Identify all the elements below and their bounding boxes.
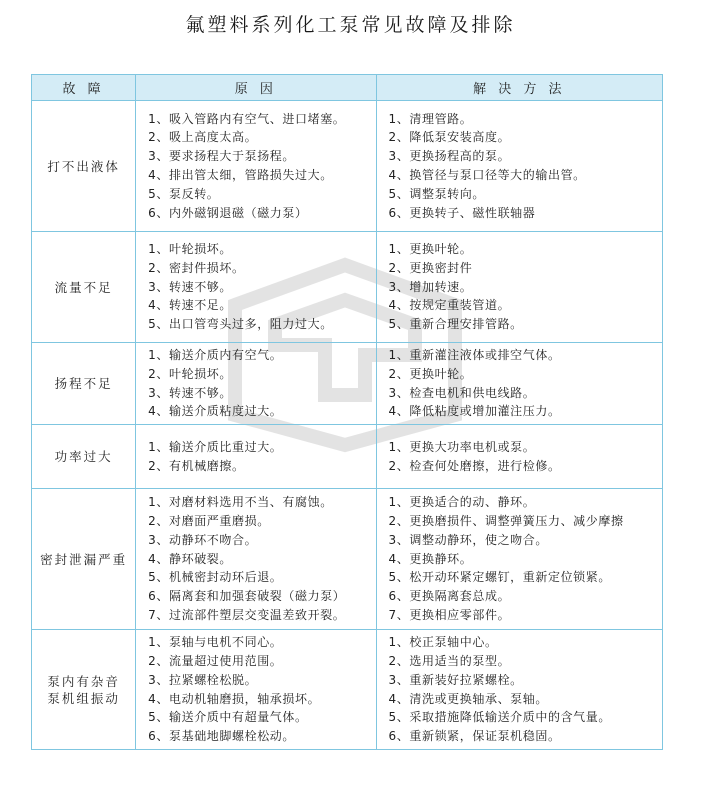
cause-item: 1、输送介质比重过大。 (148, 439, 283, 454)
fix-item: 3、重新装好拉紧螺栓。 (388, 672, 523, 687)
cause-item: 1、吸入管路内有空气、进口堵塞。 (148, 111, 346, 126)
fix-list (389, 493, 662, 625)
cause-list (148, 240, 375, 334)
cause-item: 2、叶轮损坏。 (148, 366, 232, 381)
fault-name-line: 泵机组振动 (47, 690, 120, 706)
fix-item: 7、更换相应零部件。 (388, 607, 511, 622)
fix-list (389, 346, 662, 421)
fault-table (31, 74, 663, 750)
cause-item: 5、输送介质中有超量气体。 (148, 710, 308, 725)
fault-name-line: 打不出液体 (47, 158, 120, 174)
fix-item: 2、更换叶轮。 (388, 366, 473, 381)
cause-item: 5、泵反转。 (148, 186, 220, 201)
fix-item: 1、更换大功率电机或泵。 (388, 439, 536, 454)
cause-list (148, 438, 375, 476)
fix-cell (376, 232, 662, 343)
fix-cell (376, 630, 662, 750)
cause-item: 5、出口管弯头过多，阻力过大。 (148, 317, 333, 332)
cause-item: 1、泵轴与电机不同心。 (148, 635, 283, 650)
fault-name-line: 功率过大 (54, 449, 113, 464)
cause-item: 4、排出管太细，管路损失过大。 (148, 168, 333, 182)
fix-item: 3、增加转速。 (388, 279, 473, 294)
cause-item: 2、有机械磨擦。 (148, 458, 245, 473)
fix-item: 1、更换叶轮。 (388, 242, 473, 256)
cause-list (148, 493, 375, 625)
cause-item: 2、吸上高度太高。 (148, 130, 258, 145)
table-body (32, 101, 663, 750)
cause-cell (136, 489, 376, 630)
fix-list (389, 240, 662, 334)
cause-item: 2、对磨面严重磨损。 (148, 514, 270, 528)
fix-list (389, 438, 662, 476)
fix-list (389, 633, 662, 746)
header-fix: 解 决 方 法 (376, 75, 662, 101)
fix-item: 3、调整动静环，使之吻合。 (388, 532, 548, 547)
fix-item: 1、更换适合的动、静环。 (388, 495, 536, 510)
fix-item: 1、重新灌注液体或排空气体。 (388, 347, 561, 362)
cause-cell (136, 101, 376, 232)
cause-item: 1、叶轮损坏。 (148, 242, 232, 256)
fix-cell (376, 343, 662, 425)
fix-item: 6、重新锁紧，保证泵机稳固。 (388, 729, 561, 744)
fix-item: 4、更换静环。 (388, 551, 473, 566)
cause-cell (136, 343, 376, 425)
fix-item: 2、选用适当的泵型。 (388, 653, 511, 668)
cause-item: 6、泵基础地脚螺栓松动。 (148, 729, 295, 744)
fix-item: 2、检查何处磨擦，进行检修。 (388, 458, 561, 473)
cause-item: 3、要求扬程大于泵扬程。 (148, 149, 295, 164)
table-header-row (32, 75, 663, 101)
fix-item: 5、松开动环紧定螺钉，重新定位锁紧。 (388, 570, 611, 585)
cause-item: 3、转速不够。 (148, 279, 232, 294)
table-row (32, 343, 663, 425)
header-cause: 原 因 (136, 75, 376, 101)
cause-item: 4、静环破裂。 (148, 551, 232, 566)
fault-name (32, 101, 136, 232)
cause-cell (136, 425, 376, 489)
fix-item: 2、更换磨损件、调整弹簧压力、减少摩擦 (388, 514, 624, 528)
fault-name (32, 489, 136, 630)
fix-item: 5、调整泵转向。 (388, 186, 485, 201)
fault-name (32, 232, 136, 343)
fix-item: 4、换管径与泵口径等大的输出管。 (388, 168, 586, 182)
table-row (32, 425, 663, 489)
fix-item: 4、按规定重装管道。 (388, 298, 511, 313)
fix-item: 5、采取措施降低输送介质中的含气量。 (388, 710, 611, 725)
cause-item: 4、输送介质粘度过大。 (148, 404, 283, 419)
cause-item: 5、机械密封动环后退。 (148, 570, 283, 585)
fix-item: 4、降低粘度或增加灌注压力。 (388, 404, 561, 419)
fault-name (32, 425, 136, 489)
cause-item: 3、动静环不吻合。 (148, 532, 258, 547)
cause-item: 3、拉紧螺栓松脱。 (148, 672, 258, 687)
fix-item: 1、校正泵轴中心。 (388, 635, 498, 650)
fix-item: 2、降低泵安装高度。 (388, 130, 511, 145)
cause-item: 2、密封件损坏。 (148, 260, 245, 275)
fault-name-line: 扬程不足 (54, 376, 113, 391)
fix-item: 1、清理管路。 (388, 111, 473, 126)
table-row (32, 101, 663, 232)
fix-item: 4、清洗或更换轴承、泵轴。 (388, 691, 548, 706)
cause-item: 6、内外磁钢退磁（磁力泵） (148, 205, 308, 220)
cause-list (148, 110, 375, 223)
table-row (32, 489, 663, 630)
fix-item: 3、更换扬程高的泵。 (388, 149, 511, 164)
page-title: 氟塑料系列化工泵常见故障及排除 (185, 14, 516, 36)
table-row (32, 630, 663, 750)
cause-item: 4、电动机轴磨损，轴承损坏。 (148, 691, 321, 706)
table-row (32, 232, 663, 343)
fix-item: 3、检查电机和供电线路。 (388, 385, 536, 400)
fix-item: 5、重新合理安排管路。 (388, 317, 523, 332)
fault-name (32, 343, 136, 425)
cause-cell (136, 630, 376, 750)
fix-cell (376, 425, 662, 489)
cause-item: 7、过流部件塑层交变温差致开裂。 (148, 607, 346, 622)
fix-cell (376, 101, 662, 232)
fix-item: 6、更换隔离套总成。 (388, 589, 511, 604)
fault-name-line: 密封泄漏严重 (40, 551, 128, 567)
fix-cell (376, 489, 662, 630)
cause-item: 2、流量超过使用范围。 (148, 653, 283, 668)
header-fault: 故 障 (32, 75, 136, 101)
cause-item: 1、对磨材料选用不当、有腐蚀。 (148, 495, 333, 510)
cause-item: 3、转速不够。 (148, 385, 232, 400)
fault-name (32, 630, 136, 750)
cause-list (148, 346, 375, 421)
fix-item: 6、更换转子、磁性联轴器 (388, 205, 536, 220)
fix-item: 2、更换密封件 (388, 260, 473, 275)
cause-cell (136, 232, 376, 343)
fault-name-line: 泵内有杂音 (47, 673, 120, 689)
fault-name-line: 流量不足 (54, 279, 113, 295)
cause-item: 6、隔离套和加强套破裂（磁力泵） (148, 589, 346, 604)
cause-item: 4、转速不足。 (148, 298, 232, 313)
cause-list (148, 633, 375, 746)
fix-list (389, 110, 662, 223)
cause-item: 1、输送介质内有空气。 (148, 347, 283, 362)
